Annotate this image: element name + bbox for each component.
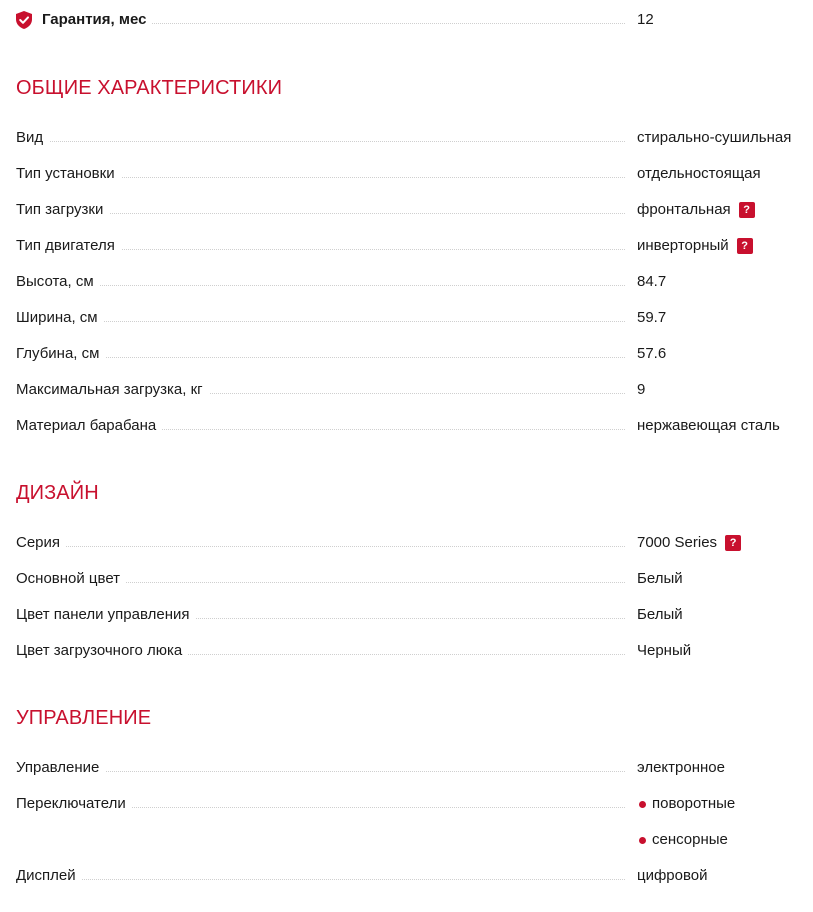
- dotted-leader: [16, 546, 625, 547]
- dotted-leader: [16, 285, 625, 286]
- section-title-control: УПРАВЛЕНИЕ: [16, 707, 152, 729]
- spec-value: 7000 Series: [637, 534, 718, 551]
- spec-row: [16, 414, 813, 438]
- spec-value: поворотные: [652, 795, 736, 812]
- spec-value: Белый: [637, 570, 683, 587]
- spec-label: Высота, см: [16, 270, 100, 294]
- spec-label: Тип установки: [16, 162, 121, 186]
- spec-label: Максимальная загрузка, кг: [16, 378, 209, 402]
- spec-value: отдельностоящая: [637, 165, 761, 182]
- section-title-design: ДИЗАЙН: [16, 482, 99, 504]
- spec-value: стирально-сушильная: [637, 129, 792, 146]
- spec-label: Переключатели: [16, 792, 132, 816]
- spec-value: фронтальная: [637, 201, 731, 218]
- spec-row: [16, 378, 813, 402]
- spec-row: [16, 234, 813, 258]
- spec-value: Белый: [637, 606, 683, 623]
- spec-label: Вид: [16, 126, 49, 150]
- dotted-leader: [16, 879, 625, 880]
- spec-row-continuation: [16, 828, 813, 852]
- spec-label: Управление: [16, 756, 105, 780]
- bullet-icon: [639, 837, 646, 844]
- spec-label: Дисплей: [16, 864, 82, 888]
- spec-value: сенсорные: [652, 831, 728, 848]
- spec-label: Цвет панели управления: [16, 603, 195, 627]
- spec-value: 9: [637, 381, 646, 398]
- help-icon[interactable]: ?: [737, 238, 753, 254]
- spec-value: цифровой: [637, 867, 708, 884]
- spec-value: 59.7: [637, 309, 667, 326]
- dotted-leader: [16, 357, 625, 358]
- spec-label: Материал барабана: [16, 414, 162, 438]
- spec-row: [16, 603, 813, 627]
- spec-row: [16, 342, 813, 366]
- spec-value: 57.6: [637, 345, 667, 362]
- spec-value: инверторный: [637, 237, 729, 254]
- spec-row: [16, 126, 813, 150]
- spec-label: Цвет загрузочного люка: [16, 639, 188, 663]
- spec-row: [16, 270, 813, 294]
- help-icon[interactable]: ?: [725, 535, 741, 551]
- spec-label: Глубина, см: [16, 342, 105, 366]
- bullet-icon: [639, 801, 646, 808]
- spec-row: [16, 756, 813, 780]
- spec-row: [16, 198, 813, 222]
- spec-label: Тип загрузки: [16, 198, 109, 222]
- spec-value: 84.7: [637, 273, 667, 290]
- dotted-leader: [16, 141, 625, 142]
- dotted-leader: [16, 771, 625, 772]
- spec-label: Гарантия, мес: [42, 11, 147, 28]
- spec-label: Основной цвет: [16, 567, 126, 591]
- spec-value: электронное: [637, 759, 725, 776]
- spec-value: Черный: [637, 642, 692, 659]
- spec-value: нержавеющая сталь: [637, 417, 780, 434]
- section-title-general: ОБЩИЕ ХАРАКТЕРИСТИКИ: [16, 77, 283, 99]
- spec-row: [16, 162, 813, 186]
- spec-row: [16, 792, 813, 816]
- spec-row: [16, 639, 813, 663]
- spec-value: 12: [637, 11, 654, 28]
- help-icon[interactable]: ?: [739, 202, 755, 218]
- dotted-leader: [16, 321, 625, 322]
- spec-label: Ширина, см: [16, 306, 104, 330]
- spec-label: Серия: [16, 531, 66, 555]
- spec-row: [16, 306, 813, 330]
- spec-row: [16, 567, 813, 591]
- shield-check-icon: [16, 11, 32, 29]
- spec-row: [16, 531, 813, 555]
- spec-label: Тип двигателя: [16, 234, 121, 258]
- spec-row-warranty: [16, 8, 813, 32]
- spec-row: [16, 864, 813, 888]
